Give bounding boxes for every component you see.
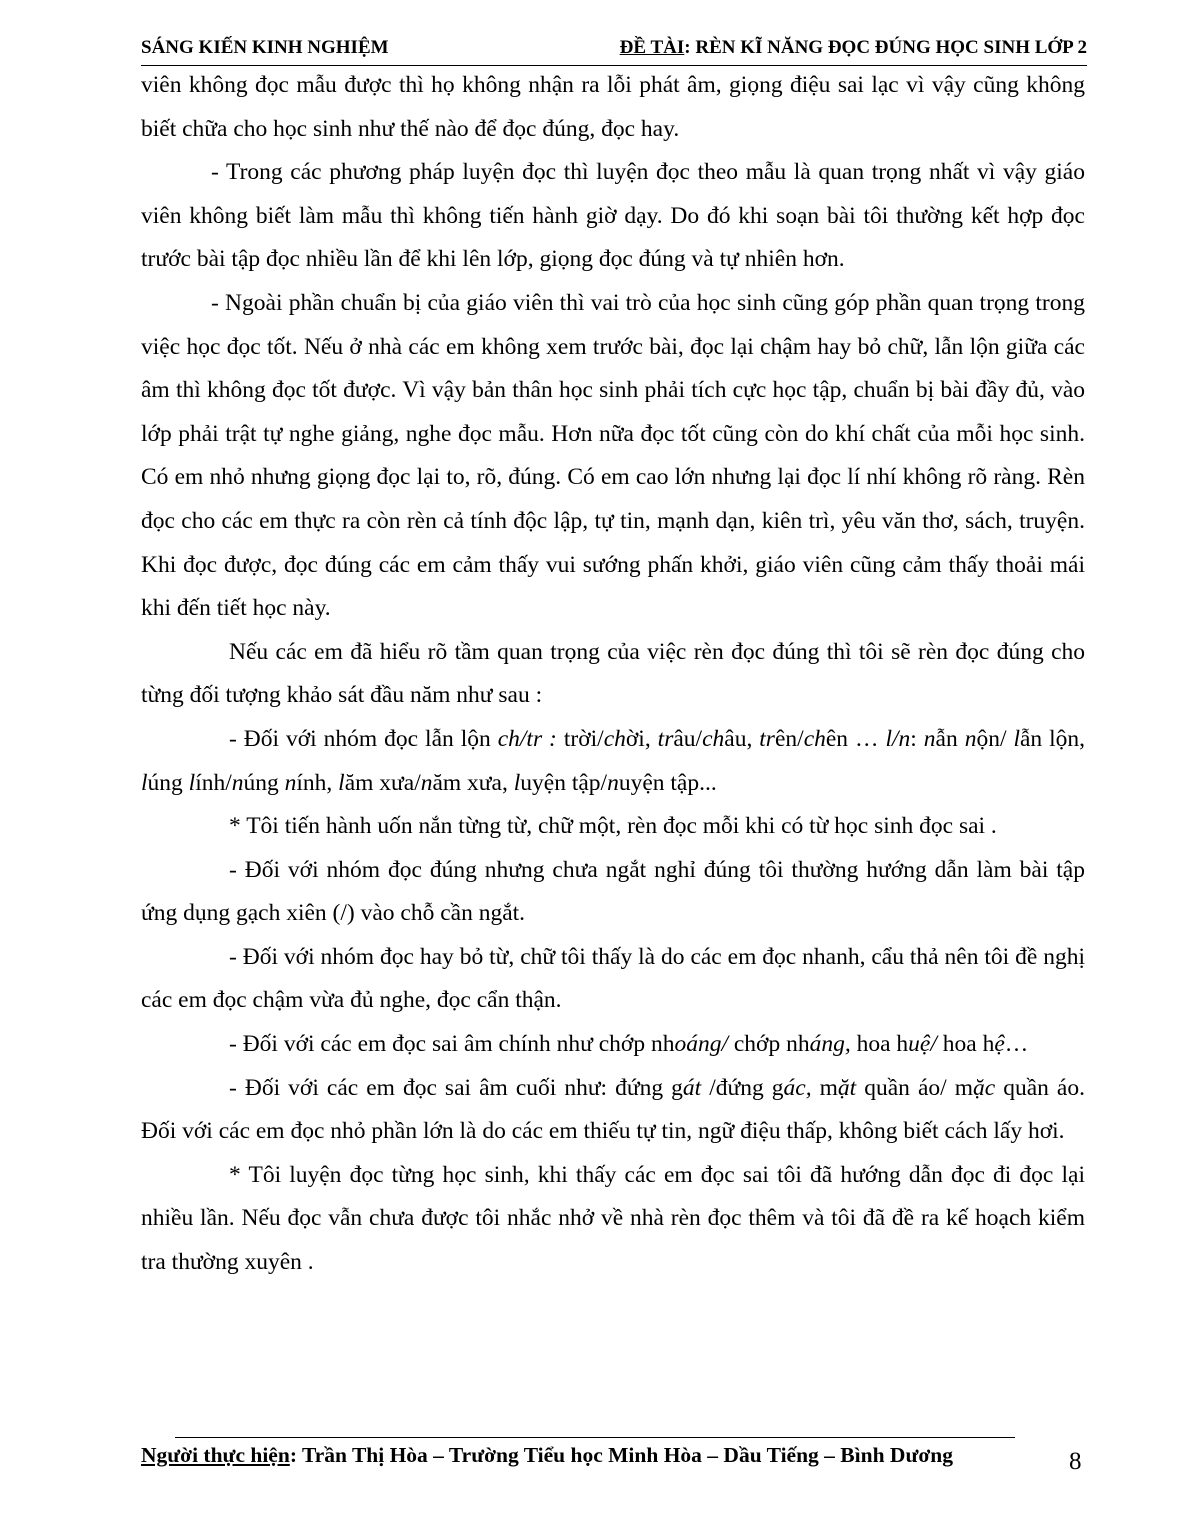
paragraph-5 <box>141 718 1085 805</box>
italic-run: l <box>513 769 521 796</box>
text-run: - Đối với nhóm đọc lẫn lộn <box>229 725 498 752</box>
text-run: ăm xưa/ <box>344 769 421 796</box>
footer-author-text: : Trần Thị Hòa – Trường Tiểu học Minh Hòa – Dầu Tiếng – Bình Dương <box>289 1443 953 1467</box>
page-footer <box>141 1443 953 1468</box>
text-run: ẫn <box>935 725 965 752</box>
text-run: trời/ <box>563 725 604 752</box>
text-run: : <box>910 725 924 752</box>
italic-run: l <box>1013 725 1020 752</box>
header-left-title: SÁNG KIẾN KINH NGHIỆM <box>141 37 389 58</box>
text-run: âu, <box>724 725 760 752</box>
text-run: ên … <box>825 725 886 752</box>
text-run: uyện tập/ <box>520 769 608 796</box>
text-run: uyện tập... <box>618 769 717 796</box>
italic-run: n <box>231 769 244 796</box>
text-run: ính/ <box>195 769 232 796</box>
italic-run: ác, <box>783 1074 812 1101</box>
page-number: 8 <box>1069 1448 1082 1475</box>
italic-run: ặc <box>972 1074 996 1101</box>
text-run: ăm xưa, <box>432 769 514 796</box>
italic-run: ch <box>803 725 826 752</box>
header-right-title <box>620 37 1087 59</box>
text-run: ên/ <box>774 725 804 752</box>
paragraph-10 <box>141 1067 1085 1154</box>
italic-run: n <box>420 769 433 796</box>
text-run: úng <box>147 769 189 796</box>
italic-run: n <box>607 769 619 796</box>
italic-run: át <box>682 1074 702 1101</box>
text-run: âu/ <box>673 725 703 752</box>
text-run: quần áo/ m <box>856 1074 973 1101</box>
italic-run: ch <box>603 725 626 752</box>
paragraph-6: * Tôi tiến hành uốn nắn từng từ, chữ một, rèn đọc mỗi khi có từ học sinh đọc sai . <box>229 813 997 840</box>
text-run: - Đối với các em đọc sai âm cuối như: đứng g <box>229 1074 683 1101</box>
text-run: úng <box>243 769 285 796</box>
italic-run: ch <box>702 725 725 752</box>
text-run: ính, <box>296 769 339 796</box>
text-run: ời, <box>625 725 658 752</box>
paragraph-11: * Tôi luyện đọc từng học sinh, khi thấy các em đọc sai tôi đã hướng dẫn đọc đi đọc lại nhiều lần. Nếu đọc vẫn chưa được tôi nhắc nhở về nhà rèn đọc thêm và tôi đã đề ra kế hoạch kiểm tra thường xuyên . <box>141 1161 1085 1276</box>
italic-run: l <box>188 769 196 796</box>
italic-run: l/n <box>885 725 911 752</box>
body-text <box>141 64 1085 1285</box>
text-run: quần áo. Đối với các em đọc nhỏ phần lớn là do các em thiếu tự tin, ngữ điệu thấp, không biết cách lấy hơi. <box>141 1074 1085 1145</box>
italic-run: tr <box>657 725 674 752</box>
text-run: hoa h <box>936 1031 995 1058</box>
italic-run: uệ/ <box>908 1031 937 1058</box>
italic-run: tr <box>759 725 775 752</box>
paragraph-4: Nếu các em đã hiểu rõ tầm quan trọng của việc rèn đọc đúng thì tôi sẽ rèn đọc đúng cho từng đối tượng khảo sát đầu năm như sau : <box>141 638 1085 709</box>
paragraph-2: - Trong các phương pháp luyện đọc thì luyện đọc theo mẫu là quan trọng nhất vì vậy giáo viên không biết làm mẫu thì không tiến hành giờ dạy. Do đó khi soạn bài tôi thường kết hợp đọc trước bài tập đọc nhiều lần để khi lên lớp, giọng đọc đúng và tự nhiên hơn. <box>141 159 1085 273</box>
header-topic-label: ĐỀ TÀI <box>619 37 685 58</box>
italic-run: ặt <box>837 1074 857 1101</box>
italic-run: n <box>923 725 936 752</box>
paragraph-7: - Đối với nhóm đọc đúng nhưng chưa ngắt nghỉ đúng tôi thường hướng dẫn làm bài tập ứng dụng gạch xiên (/) vào chỗ cần ngắt. <box>141 856 1085 927</box>
text-run: - Đối với các em đọc sai âm chính như chớp nh <box>229 1031 675 1058</box>
text-run: chớp nh <box>728 1031 810 1058</box>
italic-run: n <box>284 769 297 796</box>
page-header <box>141 33 1087 66</box>
italic-run: ch/tr : <box>497 725 564 752</box>
text-run: /đứng g <box>701 1074 784 1101</box>
footer-author-label: Người thực hiện <box>141 1443 290 1467</box>
text-run: ẫn lộn, <box>1019 725 1086 752</box>
italic-run: n <box>964 725 977 752</box>
footer-divider <box>175 1437 1015 1438</box>
text-run: m <box>811 1074 838 1101</box>
italic-run: áng, <box>809 1031 851 1058</box>
paragraph-8: - Đối với nhóm đọc hay bỏ từ, chữ tôi thấy là do các em đọc nhanh, cẩu thả nên tôi đề nghị các em đọc chậm vừa đủ nghe, đọc cẩn thận. <box>141 943 1085 1014</box>
italic-run: l <box>141 769 148 796</box>
paragraph-1: viên không đọc mẫu được thì họ không nhận ra lỗi phát âm, giọng điệu sai lạc vì vậy cũng không biết chữa cho học sinh như thế nào để đọc đúng, đọc hay. <box>141 72 1085 142</box>
paragraph-3: - Ngoài phần chuẩn bị của giáo viên thì vai trò của học sinh cũng góp phần quan trọng trong việc học đọc tốt. Nếu ở nhà các em không xem trước bài, đọc lại chậm hay bỏ chữ, lẫn lộn giữa các âm thì không đọc tốt được. Vì vậy bản thân học sinh phải tích cực học tập, chuẩn bị bài đầy đủ, vào lớp phải trật tự nghe giảng, nghe đọc mẫu. Hơn nữa đọc tốt cũng còn do khí chất của mỗi học sinh. Có em nhỏ nhưng giọng đọc lại to, rõ, đúng. Có em cao lớn nhưng lại đọc lí nhí không rõ ràng. Rèn đọc cho các em thực ra còn rèn cả tính độc lập, tự tin, mạnh dạn, kiên trì, yêu văn thơ, sách, truyện. Khi đọc được, đọc đúng các em cảm thấy vui sướng phấn khởi, giáo viên cũng cảm thấy thoải mái khi đến tiết học này. <box>141 289 1085 622</box>
header-topic-text: : RÈN KĨ NĂNG ĐỌC ĐÚNG HỌC SINH LỚP 2 <box>684 37 1087 58</box>
text-run: hoa h <box>850 1031 909 1058</box>
italic-run: l <box>338 769 345 796</box>
text-run: … <box>1004 1031 1029 1058</box>
paragraph-9 <box>141 1023 1085 1067</box>
italic-run: ệ <box>994 1031 1005 1058</box>
text-run: ộn/ <box>976 725 1014 752</box>
italic-run: oáng/ <box>674 1031 728 1058</box>
